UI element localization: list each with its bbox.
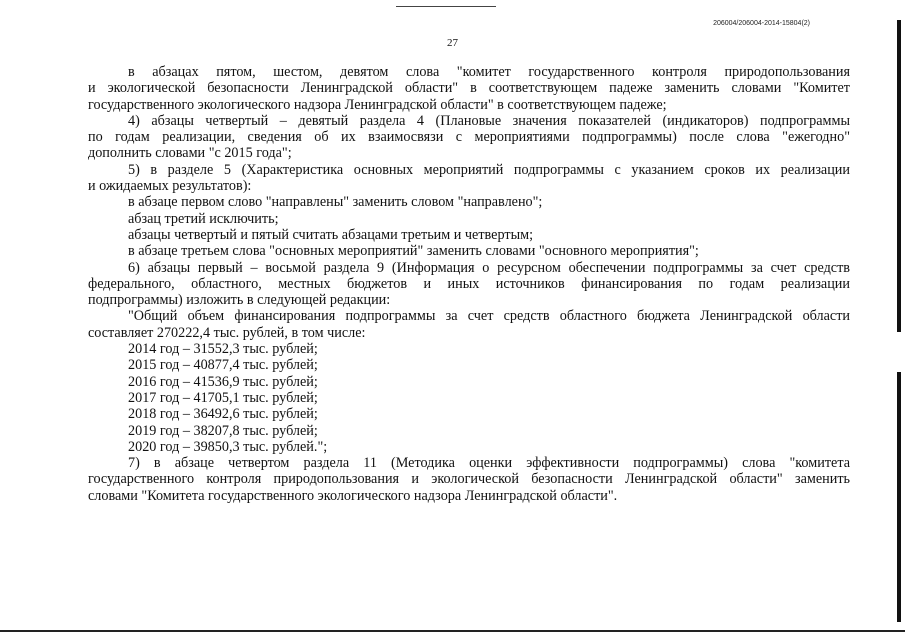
paragraph-line: 7) в абзаце четвертом раздела 11 (Методика оценки эффективности подпрограммы) слова "комитета	[128, 455, 850, 472]
list-item: в абзаце первом слово "направлены" заменить словом "направлено";	[128, 194, 543, 211]
paragraph-line: 6) абзацы первый – восьмой раздела 9 (Информация о ресурсном обеспечении подпрограммы за счет средств	[128, 259, 850, 276]
document-code: 206004/206004-2014-15804(2)	[713, 20, 810, 27]
list-item: абзац третий исключить;	[128, 210, 279, 227]
funding-year-line: 2018 год – 36492,6 тыс. рублей;	[128, 406, 318, 423]
list-item: в абзаце третьем слова "основных мероприятий" заменить словами "основного мероприятия";	[128, 243, 699, 260]
paragraph-line: федерального, областного, местных бюджетов и иных источников финансирования по годам реализации	[88, 275, 850, 292]
paragraph-line: государственного контроля природопользования и экологической безопасности Ленинградской области" заменить	[88, 471, 850, 488]
list-item: абзацы четвертый и пятый считать абзацами третьим и четвертым;	[128, 226, 534, 243]
paragraph-line: 5) в разделе 5 (Характеристика основных мероприятий подпрограммы с указанием сроков их реализации	[128, 161, 850, 178]
paragraph-line: в абзацах пятом, шестом, девятом слова "комитет государственного контроля природопользования	[128, 64, 850, 80]
funding-year-line: 2014 год – 31552,3 тыс. рублей;	[128, 341, 318, 358]
paragraph-line: словами "Комитета государственного экологического надзора Ленинградской области".	[88, 487, 618, 504]
paragraph-line: и ожидаемых результатов):	[88, 178, 252, 195]
funding-year-line: 2015 год – 40877,4 тыс. рублей;	[128, 357, 318, 374]
paragraph-line: и экологической безопасности Ленинградской области" в соответствующем падеже заменить словами "Комитет	[88, 80, 850, 97]
paragraph-line: "Общий объем финансирования подпрограммы за счет средств областного бюджета Ленинградской области	[128, 308, 850, 325]
funding-year-line: 2017 год – 41705,1 тыс. рублей;	[128, 389, 318, 406]
top-rule	[396, 6, 496, 7]
paragraph-line: государственного экологического надзора Ленинградской области" в соответствующем падеже;	[88, 96, 667, 113]
paragraph-line: составляет 270222,4 тыс. рублей, в том числе:	[88, 324, 366, 341]
page-number: 27	[447, 37, 458, 49]
funding-year-line: 2020 год – 39850,3 тыс. рублей.";	[128, 438, 328, 455]
paragraph-line: по годам реализации, сведения об их взаимосвязи с мероприятиями подпрограммы) после слова "ежегодно"	[88, 129, 850, 146]
scan-edge-mark	[897, 372, 901, 622]
funding-year-line: 2019 год – 38207,8 тыс. рублей;	[128, 422, 318, 439]
paragraph-line: 4) абзацы четвертый – девятый раздела 4 (Плановые значения показателей (индикаторов) подпрограммы	[128, 112, 850, 129]
document-body	[88, 64, 850, 504]
funding-year-line: 2016 год – 41536,9 тыс. рублей;	[128, 373, 318, 390]
paragraph-line: подпрограммы) изложить в следующей редакции:	[88, 292, 391, 309]
bottom-rule	[0, 630, 905, 632]
paragraph-line: дополнить словами "с 2015 года";	[88, 145, 292, 162]
scan-edge-mark	[897, 20, 901, 332]
